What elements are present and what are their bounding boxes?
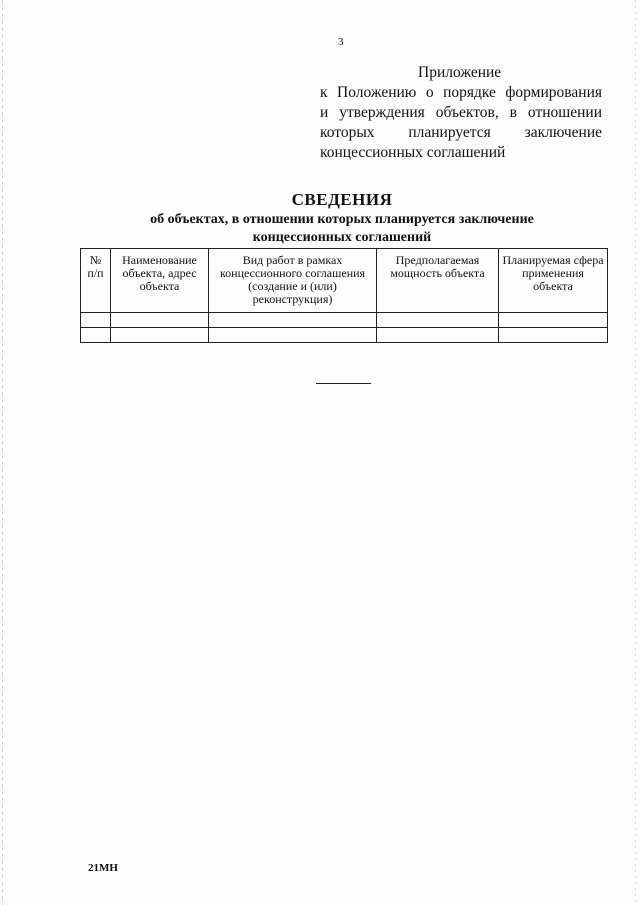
page-number: 3 <box>338 36 344 48</box>
end-of-document-rule <box>316 383 371 384</box>
appendix-block <box>320 63 602 163</box>
heading-subtitle-line-2: концессионных соглашений <box>252 230 432 245</box>
table-row <box>81 313 608 328</box>
appendix-line: концессионных соглашений <box>320 144 506 161</box>
appendix-line: которых планируется заключение <box>320 124 602 141</box>
column-header-number: № п/п <box>81 249 111 313</box>
scan-edge-right <box>635 0 636 905</box>
objects-table <box>80 248 608 343</box>
document-heading <box>60 190 624 246</box>
table-row <box>81 328 608 343</box>
heading-title: СВЕДЕНИЯ <box>291 190 393 209</box>
column-header-work-type: Вид работ в рамках концессионного соглашения (создание и (или) реконструкция) <box>209 249 377 313</box>
table-cell <box>209 328 377 343</box>
column-header-capacity: Предполагаемая мощность объекта <box>377 249 499 313</box>
table-cell <box>111 313 209 328</box>
table-header-row <box>81 249 608 313</box>
appendix-line: и утверждения объектов, в отношении <box>320 104 602 121</box>
appendix-line: к Положению о порядке формирования <box>320 84 602 101</box>
table-cell <box>81 328 111 343</box>
footer-document-code: 21МН <box>88 862 118 874</box>
heading-subtitle-line-1: об объектах, в отношении которых планируется заключение <box>150 212 534 227</box>
appendix-title: Приложение <box>418 64 502 81</box>
table-cell <box>81 313 111 328</box>
table-cell <box>499 328 608 343</box>
scan-edge-left <box>2 0 3 905</box>
table-cell <box>111 328 209 343</box>
column-header-application-area: Планируемая сфера применения объекта <box>499 249 608 313</box>
column-header-object-name: Наименование объекта, адрес объекта <box>111 249 209 313</box>
table-cell <box>377 313 499 328</box>
table-cell <box>499 313 608 328</box>
table-cell <box>209 313 377 328</box>
table-cell <box>377 328 499 343</box>
